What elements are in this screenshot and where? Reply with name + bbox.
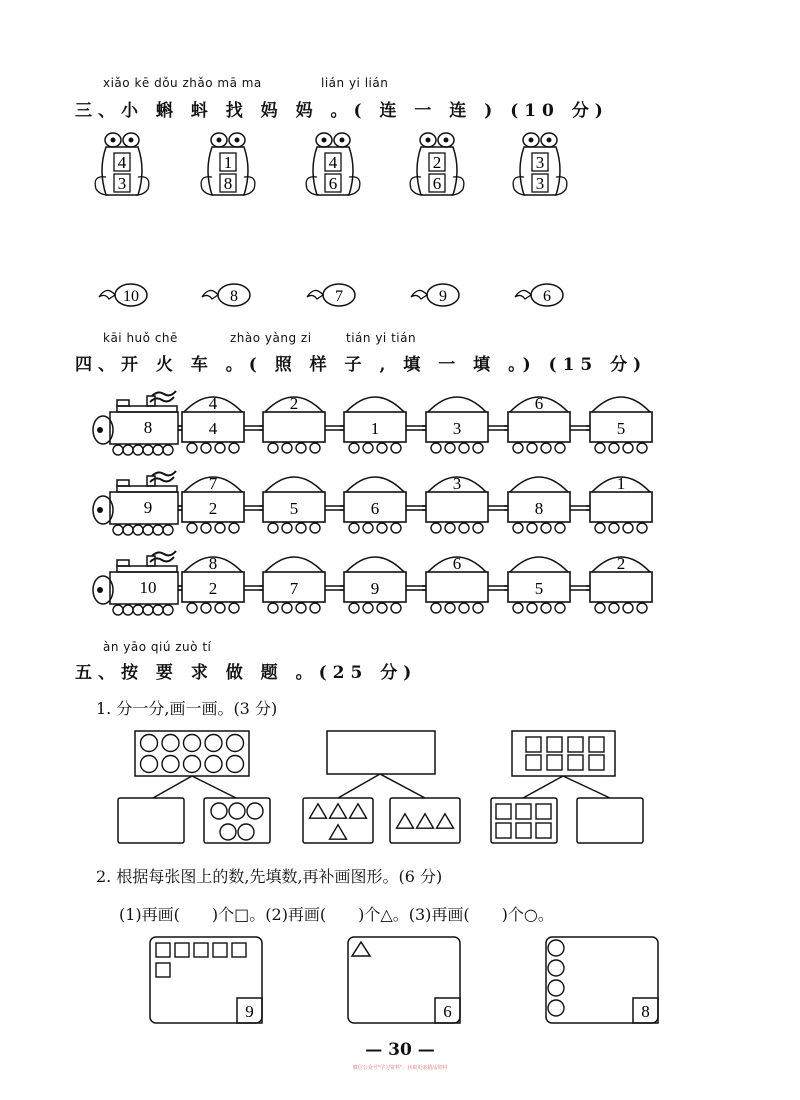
circle-shape bbox=[205, 735, 222, 752]
circle-shape bbox=[162, 735, 179, 752]
car-number-top: 2 bbox=[616, 554, 626, 573]
train-car bbox=[488, 557, 570, 613]
circle-shape bbox=[227, 735, 244, 752]
car-number-top: 6 bbox=[534, 394, 544, 413]
square-set-box bbox=[512, 731, 615, 776]
six-squares-box bbox=[491, 798, 557, 843]
train-car bbox=[244, 477, 325, 533]
train-car bbox=[325, 477, 406, 533]
tadpole bbox=[202, 284, 250, 306]
frogs-and-tadpoles bbox=[0, 125, 800, 325]
box-number-8: 8 bbox=[641, 1002, 650, 1021]
circle-shape bbox=[162, 756, 179, 773]
train-car bbox=[570, 474, 652, 533]
train-car bbox=[178, 474, 244, 533]
frog bbox=[95, 133, 149, 195]
frog bbox=[410, 133, 464, 195]
section3-pinyin-title: xiǎo kē dǒu zhǎo mā ma bbox=[103, 76, 262, 90]
fill-draw-boxes bbox=[0, 930, 800, 1030]
question-1: 1. 分一分,画一画。(3 分) bbox=[96, 699, 278, 718]
square-shape bbox=[589, 755, 604, 770]
car-number-bottom: 8 bbox=[534, 499, 544, 518]
car-number-bottom: 4 bbox=[208, 419, 218, 438]
frog bbox=[201, 133, 255, 195]
empty-answer-box-3 bbox=[577, 798, 643, 843]
train-car bbox=[570, 397, 652, 453]
tadpole-number: 6 bbox=[543, 288, 551, 305]
triangle-shape bbox=[417, 814, 434, 828]
train bbox=[93, 551, 652, 615]
circle-shape bbox=[238, 824, 254, 840]
square-shape bbox=[526, 755, 541, 770]
tadpole bbox=[515, 284, 563, 306]
train-car bbox=[406, 554, 488, 613]
car-number-bottom: 5 bbox=[534, 579, 544, 598]
train-car bbox=[178, 554, 244, 613]
square-shape bbox=[547, 755, 562, 770]
circle-shape bbox=[548, 960, 564, 976]
square-shape bbox=[156, 963, 170, 977]
circle-shape bbox=[141, 735, 158, 752]
frog-number-top: 4 bbox=[117, 153, 127, 172]
section5-pinyin: àn yāo qiú zuò tí bbox=[103, 640, 212, 654]
square-shape bbox=[536, 823, 551, 838]
triangle-shape bbox=[330, 825, 347, 839]
circle-shape bbox=[205, 756, 222, 773]
frog-number-top: 4 bbox=[328, 153, 338, 172]
tadpole bbox=[411, 284, 459, 306]
triangle-shape bbox=[310, 804, 327, 818]
car-number-bottom: 2 bbox=[208, 579, 218, 598]
empty-answer-box-1 bbox=[118, 798, 184, 843]
square-shape bbox=[496, 823, 511, 838]
engine-number: 8 bbox=[143, 418, 153, 437]
trains bbox=[0, 380, 800, 630]
square-shape bbox=[568, 737, 583, 752]
train bbox=[93, 471, 652, 535]
tadpole-number: 10 bbox=[123, 288, 139, 305]
square-shape bbox=[536, 804, 551, 819]
frog-number-top: 3 bbox=[535, 153, 545, 172]
square-shape bbox=[526, 737, 541, 752]
train-car bbox=[488, 394, 570, 453]
car-number-bottom: 5 bbox=[616, 419, 626, 438]
square-shape bbox=[175, 943, 189, 957]
engine-number: 10 bbox=[139, 578, 157, 597]
frog-number-bottom: 3 bbox=[117, 174, 127, 193]
circle-shape bbox=[220, 824, 236, 840]
section4-title: 四、开 火 车 。( 照 样 子 , 填 一 填 。) (15 分) bbox=[75, 355, 648, 375]
section3-title: 三、小 蝌 蚪 找 妈 妈 。( 连 一 连 ) (10 分) bbox=[75, 101, 609, 121]
car-number-top: 2 bbox=[289, 394, 299, 413]
circle-shape bbox=[227, 756, 244, 773]
circle-shape bbox=[229, 803, 245, 819]
car-number-bottom: 7 bbox=[289, 579, 299, 598]
empty-whole-box bbox=[327, 731, 435, 774]
section4-pinyin-tianyitian: tián yi tián bbox=[346, 331, 417, 345]
frog-number-bottom: 6 bbox=[328, 174, 338, 193]
circle-shape bbox=[548, 980, 564, 996]
car-number-top: 3 bbox=[452, 474, 462, 493]
train-car bbox=[488, 477, 570, 533]
tadpole bbox=[307, 284, 355, 306]
tadpole-number: 7 bbox=[335, 288, 343, 305]
tadpole bbox=[99, 284, 147, 306]
frog-number-bottom: 6 bbox=[432, 174, 442, 193]
frog bbox=[306, 133, 360, 195]
square-shape bbox=[568, 755, 583, 770]
car-number-top: 1 bbox=[616, 474, 626, 493]
section4-pinyin-zhaoyangzi: zhào yàng zi bbox=[230, 331, 312, 345]
car-number-bottom: 3 bbox=[452, 419, 462, 438]
engine-number: 9 bbox=[143, 498, 153, 517]
frog-number-top: 1 bbox=[223, 153, 233, 172]
square-shape bbox=[194, 943, 208, 957]
square-shape bbox=[516, 804, 531, 819]
train-car bbox=[244, 394, 325, 453]
train-car bbox=[325, 557, 406, 613]
section3-pinyin-lianyilian: lián yi lián bbox=[321, 76, 389, 90]
car-number-bottom: 1 bbox=[370, 419, 380, 438]
question-2: 2. 根据每张图上的数,先填数,再补画图形。(6 分) bbox=[96, 867, 443, 886]
triangle-shape bbox=[437, 814, 454, 828]
car-number-bottom: 5 bbox=[289, 499, 299, 518]
car-number-top: 7 bbox=[208, 474, 218, 493]
section5-title: 五、按 要 求 做 题 。(25 分) bbox=[75, 663, 418, 683]
train-car bbox=[244, 557, 325, 613]
triangle-shape bbox=[330, 804, 347, 818]
square-shape bbox=[516, 823, 531, 838]
square-shape bbox=[232, 943, 246, 957]
circle-shape bbox=[548, 1000, 564, 1016]
car-number-bottom: 9 bbox=[370, 579, 380, 598]
tadpole-number: 9 bbox=[439, 288, 447, 305]
square-shape bbox=[547, 737, 562, 752]
square-shape bbox=[156, 943, 170, 957]
train-car bbox=[570, 554, 652, 613]
circle-shape bbox=[211, 803, 227, 819]
square-shape bbox=[589, 737, 604, 752]
triangle-shape bbox=[397, 814, 414, 828]
train-car bbox=[406, 474, 488, 533]
train-car bbox=[406, 397, 488, 453]
question-2-parts: (1)再画( )个□。(2)再画( )个△。(3)再画( )个○。 bbox=[119, 905, 554, 924]
car-number-top: 8 bbox=[208, 554, 218, 573]
sort-diagrams bbox=[0, 725, 800, 855]
box-number-9: 9 bbox=[245, 1002, 254, 1021]
frog bbox=[513, 133, 567, 195]
circle-set-box bbox=[135, 731, 249, 776]
triangle-shape bbox=[352, 942, 370, 956]
car-number-bottom: 6 bbox=[370, 499, 380, 518]
train-car bbox=[325, 397, 406, 453]
car-number-top: 6 bbox=[452, 554, 462, 573]
frog-number-top: 2 bbox=[432, 153, 442, 172]
circle-shape bbox=[548, 940, 564, 956]
triangle-shape bbox=[350, 804, 367, 818]
circle-shape bbox=[247, 803, 263, 819]
box-number-6: 6 bbox=[443, 1002, 452, 1021]
train bbox=[93, 391, 652, 455]
square-shape bbox=[213, 943, 227, 957]
tadpole-number: 8 bbox=[230, 288, 238, 305]
circle-shape bbox=[184, 735, 201, 752]
car-number-bottom: 2 bbox=[208, 499, 218, 518]
footer-note: 微信公众号"学习资料"，获取更多精品资料 bbox=[352, 1065, 448, 1071]
page-number: — 30 — bbox=[365, 1040, 435, 1060]
car-number-top: 4 bbox=[208, 394, 218, 413]
frog-number-bottom: 3 bbox=[535, 174, 545, 193]
section4-pinyin-kaihuoche: kāi huǒ chē bbox=[103, 331, 178, 345]
circle-shape bbox=[184, 756, 201, 773]
circle-shape bbox=[141, 756, 158, 773]
train-car bbox=[178, 394, 244, 453]
square-shape bbox=[496, 804, 511, 819]
frog-number-bottom: 8 bbox=[223, 174, 233, 193]
